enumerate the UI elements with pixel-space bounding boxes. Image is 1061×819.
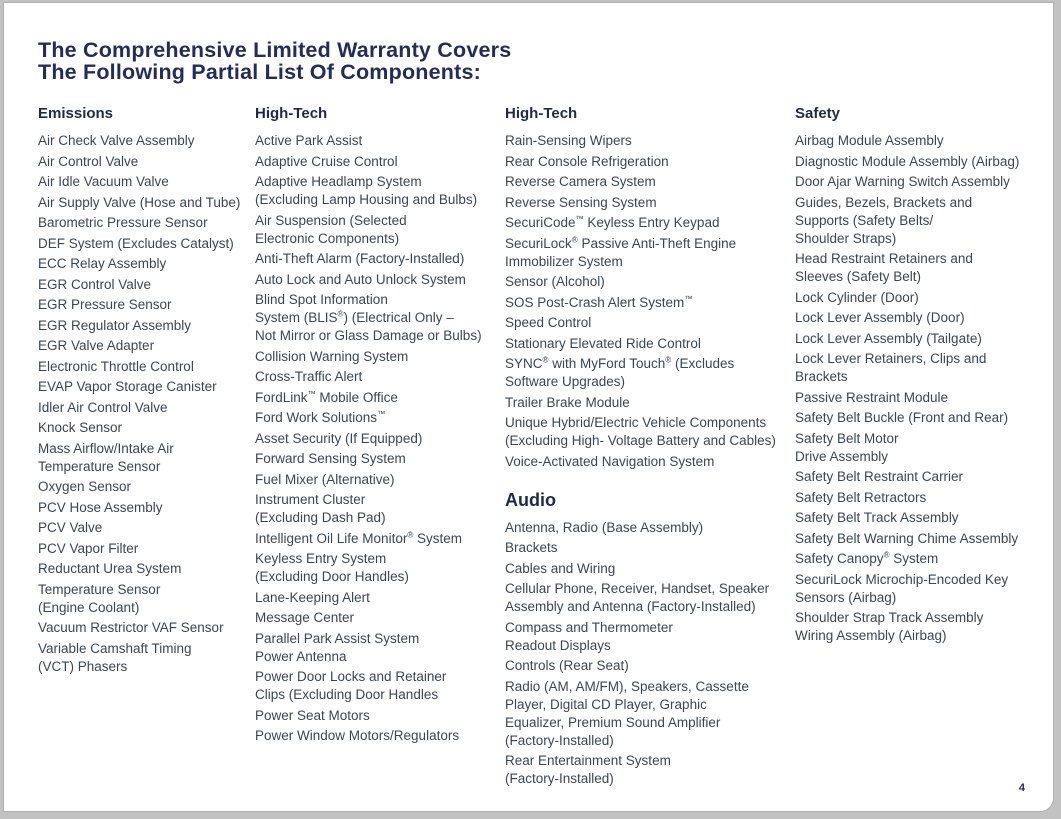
list-item-line: Assembly and Antenna (Factory-Installed) — [505, 599, 756, 614]
page-title-line-1: The Comprehensive Limited Warranty Covers — [38, 38, 512, 62]
list-item-line: SecuriCode™ Keyless Entry Keypad — [505, 214, 720, 230]
list-item-line: Sleeves (Safety Belt) — [795, 269, 922, 284]
list-item — [255, 530, 505, 548]
list-item — [255, 153, 505, 171]
list-item-line: Fuel Mixer (Alternative) — [255, 471, 395, 487]
list-item-line: Power Window Motors/Regulators — [255, 728, 460, 743]
list-item-line: Safety Belt Retractors — [795, 489, 927, 505]
list-item-line: Keyless Entry System — [255, 551, 387, 566]
list-item-line: Brackets — [505, 540, 558, 555]
list-item-line: Cables and Wiring — [505, 560, 616, 576]
list-item-line: PCV Vapor Filter — [38, 540, 139, 556]
list-item-line: Idler Air Control Valve — [38, 399, 168, 415]
list-item-line: Message Center — [255, 610, 355, 625]
section-heading: Emissions — [38, 105, 114, 122]
list-item-line: Temperature Sensor — [38, 581, 161, 597]
list-item-line: Anti-Theft Alarm (Factory-Installed) — [255, 251, 465, 266]
list-item-line: DEF System (Excludes Catalyst) — [38, 235, 234, 251]
list-item-line: Air Idle Vacuum Valve — [38, 174, 169, 189]
list-item — [505, 580, 795, 616]
list-item-line: Intelligent Oil Life Monitor® System — [255, 530, 463, 546]
list-item — [38, 540, 255, 558]
column-high-tech-2-audio — [505, 104, 795, 791]
list-item-line: Compass and Thermometer — [505, 619, 673, 635]
list-item-line: Electronic Components) — [255, 230, 400, 246]
list-item — [38, 317, 255, 335]
list-item-line: Parallel Park Assist System — [255, 630, 420, 646]
list-item-line: Trailer Brake Module — [505, 394, 630, 410]
list-item — [38, 560, 255, 578]
list-item — [255, 368, 505, 386]
list-item — [38, 255, 255, 273]
list-item-line: Shoulder Straps) — [795, 230, 897, 246]
list-item-line: Barometric Pressure Sensor — [38, 215, 208, 230]
list-item-line: (Engine Coolant) — [38, 599, 140, 615]
list-item — [795, 550, 1035, 568]
column-high-tech-1 — [255, 104, 505, 791]
list-item-line: Cross-Traffic Alert — [255, 369, 363, 384]
list-item — [795, 250, 1035, 286]
list-item-line: Door Ajar Warning Switch Assembly — [795, 174, 1010, 189]
list-item — [38, 519, 255, 537]
list-item-line: Adaptive Cruise Control — [255, 153, 398, 169]
list-item — [38, 640, 255, 676]
list-item-line: Not Mirror or Glass Damage or Bulbs) — [255, 328, 482, 343]
list-item-line: Mass Airflow/Intake Air — [38, 440, 174, 456]
list-item — [795, 609, 1035, 645]
list-item — [795, 530, 1035, 548]
list-item — [38, 296, 255, 314]
list-item-line: Power Door Locks and Retainer — [255, 669, 447, 684]
list-item-line: Clips (Excluding Door Handles — [255, 687, 439, 702]
list-item — [255, 250, 505, 268]
list-item-line: Stationary Elevated Ride Control — [505, 335, 701, 351]
list-item-line: EGR Pressure Sensor — [38, 297, 172, 312]
list-item — [255, 348, 505, 366]
list-item-line: EGR Valve Adapter — [38, 338, 155, 353]
list-item — [505, 519, 795, 537]
list-item — [38, 337, 255, 355]
list-item-line: Reductant Urea System — [38, 561, 182, 576]
list-item — [255, 491, 505, 527]
list-item-line: Software Upgrades) — [505, 374, 626, 389]
list-item-line: Electronic Throttle Control — [38, 358, 194, 374]
column-safety — [795, 104, 1035, 791]
page-title-line-2: The Following Partial List Of Components: — [38, 60, 481, 84]
list-item — [38, 581, 255, 617]
list-item-line: Active Park Assist — [255, 133, 363, 148]
list-item — [38, 499, 255, 517]
list-item — [38, 276, 255, 294]
list-item — [255, 471, 505, 489]
page-number: 4 — [1018, 782, 1025, 794]
list-item-line: Variable Camshaft Timing — [38, 640, 192, 656]
list-item — [795, 509, 1035, 527]
list-item — [255, 668, 505, 704]
list-item — [795, 194, 1035, 248]
list-item — [255, 271, 505, 289]
list-item — [795, 389, 1035, 407]
list-item-line: Sensors (Airbag) — [795, 589, 897, 605]
list-item-line: Immobilizer System — [505, 253, 623, 269]
list-item — [505, 194, 795, 212]
list-item — [505, 314, 795, 332]
list-item — [255, 389, 505, 407]
list-item-line: Passive Restraint Module — [795, 389, 949, 405]
list-item-line: Safety Canopy® System — [795, 550, 939, 566]
list-item — [255, 450, 505, 468]
list-item — [795, 430, 1035, 466]
list-item-line: (Excluding High- Voltage Battery and Cables) — [505, 433, 776, 448]
list-item — [505, 153, 795, 171]
section-heading: Safety — [795, 105, 841, 122]
list-item-line: Lock Lever Assembly (Door) — [795, 310, 965, 325]
list-item-line: Vacuum Restrictor VAF Sensor — [38, 620, 224, 635]
list-item-line: Ford Work Solutions™ — [255, 409, 386, 425]
list-item-line: Auto Lock and Auto Unlock System — [255, 271, 466, 287]
list-item — [505, 560, 795, 578]
list-item-line: Blind Spot Information — [255, 292, 388, 307]
list-item-line: EGR Regulator Assembly — [38, 317, 192, 333]
warranty-document-page — [3, 2, 1054, 812]
list-item — [255, 550, 505, 586]
list-item — [38, 399, 255, 417]
list-item-line: SecuriLock Microchip-Encoded Key — [795, 571, 1009, 587]
list-item — [38, 419, 255, 437]
list-item — [38, 132, 255, 150]
list-item — [38, 358, 255, 376]
list-item-line: Rear Console Refrigeration — [505, 153, 669, 169]
list-item-line: SecuriLock® Passive Anti-Theft Engine — [505, 235, 737, 251]
list-item-line: Reverse Sensing System — [505, 194, 657, 210]
list-item-line: Unique Hybrid/Electric Vehicle Components — [505, 415, 767, 430]
list-item-line: Reverse Camera System — [505, 174, 656, 189]
list-item-line: (VCT) Phasers — [38, 658, 128, 674]
list-item-line: Supports (Safety Belts/ — [795, 212, 934, 228]
list-item — [38, 235, 255, 253]
column-emissions — [38, 104, 255, 791]
list-item-line: Collision Warning System — [255, 348, 409, 364]
list-item-line: Safety Belt Restraint Carrier — [795, 469, 964, 484]
list-item-line: Lane-Keeping Alert — [255, 589, 370, 605]
list-item — [255, 173, 505, 209]
list-item-line: Safety Belt Motor — [795, 430, 899, 446]
page-title — [38, 39, 511, 83]
list-item-line: Radio (AM, AM/FM), Speakers, Cassette — [505, 678, 749, 694]
list-item — [255, 609, 505, 627]
list-item — [795, 289, 1035, 307]
list-item-line: Player, Digital CD Player, Graphic — [505, 696, 707, 712]
list-item — [38, 153, 255, 171]
list-item-line: Shoulder Strap Track Assembly — [795, 610, 984, 625]
list-item — [38, 440, 255, 476]
list-item — [255, 409, 505, 427]
list-item — [505, 273, 795, 291]
list-item — [505, 355, 795, 391]
list-item-line: System (BLIS®) (Electrical Only – — [255, 309, 454, 325]
list-item-line: Instrument Cluster — [255, 492, 366, 507]
list-item — [38, 478, 255, 496]
list-item-line: PCV Valve — [38, 520, 103, 535]
list-item-line: Rain-Sensing Wipers — [505, 133, 632, 148]
list-item — [795, 468, 1035, 486]
section-heading: High-Tech — [505, 105, 578, 122]
list-item — [255, 132, 505, 150]
list-item — [505, 657, 795, 675]
list-item-line: Sensor (Alcohol) — [505, 274, 605, 289]
list-item — [505, 752, 795, 788]
list-item — [505, 235, 795, 271]
list-item — [505, 678, 795, 750]
list-item-line: SYNC® with MyFord Touch® (Excludes — [505, 355, 735, 371]
list-item-line: Equalizer, Premium Sound Amplifier — [505, 714, 721, 730]
list-item-line: Safety Belt Track Assembly — [795, 510, 959, 525]
list-item-line: SOS Post-Crash Alert System™ — [505, 294, 693, 310]
list-item — [795, 309, 1035, 327]
list-item — [505, 539, 795, 557]
list-item-line: Air Check Valve Assembly — [38, 133, 195, 148]
list-item-line: Voice-Activated Navigation System — [505, 453, 715, 469]
list-item-line: Guides, Bezels, Brackets and — [795, 194, 973, 210]
list-item — [255, 291, 505, 345]
list-item — [505, 453, 795, 471]
list-item-line: Diagnostic Module Assembly (Airbag) — [795, 153, 1020, 169]
list-item-line: EVAP Vapor Storage Canister — [38, 379, 217, 394]
list-item — [505, 294, 795, 312]
list-item-line: (Excluding Lamp Housing and Bulbs) — [255, 192, 478, 207]
list-item — [505, 335, 795, 353]
list-item — [255, 630, 505, 666]
list-item — [795, 132, 1035, 150]
list-item — [255, 707, 505, 725]
list-item — [255, 589, 505, 607]
list-item — [795, 489, 1035, 507]
list-item — [505, 173, 795, 191]
list-item-line: FordLink™ Mobile Office — [255, 389, 398, 405]
list-item-line: Airbag Module Assembly — [795, 133, 944, 148]
list-item — [255, 727, 505, 745]
list-item-line: Forward Sensing System — [255, 451, 406, 466]
list-item-line: PCV Hose Assembly — [38, 499, 163, 515]
list-item — [505, 619, 795, 655]
list-item — [38, 214, 255, 232]
list-item — [795, 571, 1035, 607]
list-item-line: Temperature Sensor — [38, 458, 161, 474]
list-item-line: Asset Security (If Equipped) — [255, 430, 423, 446]
list-item-line: Knock Sensor — [38, 420, 123, 435]
list-item — [255, 212, 505, 248]
list-item-line: Oxygen Sensor — [38, 479, 132, 494]
list-item-line: Readout Displays — [505, 637, 611, 653]
list-item — [505, 214, 795, 232]
list-item-line: Cellular Phone, Receiver, Handset, Speaker — [505, 581, 770, 596]
list-item — [795, 153, 1035, 171]
list-item-line: Lock Lever Retainers, Clips and — [795, 351, 987, 366]
list-item — [38, 173, 255, 191]
list-item-line: Power Seat Motors — [255, 707, 370, 723]
list-item-line: Controls (Rear Seat) — [505, 658, 629, 673]
section-heading: Audio — [505, 489, 556, 510]
list-item-line: Brackets — [795, 369, 848, 384]
list-item-line: Wiring Assembly (Airbag) — [795, 628, 947, 643]
list-item — [505, 414, 795, 450]
list-item-line: ECC Relay Assembly — [38, 256, 167, 271]
list-item-line: Air Control Valve — [38, 153, 139, 169]
list-item-line: Air Supply Valve (Hose and Tube) — [38, 194, 241, 210]
list-item — [38, 619, 255, 637]
list-item-line: Lock Cylinder (Door) — [795, 289, 919, 305]
component-columns — [38, 104, 1033, 791]
list-item-line: (Factory-Installed) — [505, 771, 614, 786]
list-item-line: Power Antenna — [255, 648, 347, 664]
list-item-line: (Excluding Dash Pad) — [255, 510, 386, 525]
list-item — [38, 194, 255, 212]
list-item — [795, 330, 1035, 348]
list-item — [505, 394, 795, 412]
list-item — [505, 132, 795, 150]
list-item-line: (Factory-Installed) — [505, 732, 614, 748]
list-item-line: Air Suspension (Selected — [255, 212, 407, 228]
list-item — [255, 430, 505, 448]
list-item — [795, 409, 1035, 427]
list-item-line: (Excluding Door Handles) — [255, 569, 409, 584]
list-item-line: Antenna, Radio (Base Assembly) — [505, 519, 704, 535]
list-item — [795, 173, 1035, 191]
list-item-line: EGR Control Valve — [38, 276, 152, 292]
list-item-line: Head Restraint Retainers and — [795, 251, 973, 266]
list-item-line: Safety Belt Buckle (Front and Rear) — [795, 410, 1009, 425]
list-item-line: Safety Belt Warning Chime Assembly — [795, 530, 1019, 546]
list-item — [795, 350, 1035, 386]
list-item — [38, 378, 255, 396]
section-heading: High-Tech — [255, 105, 328, 122]
list-item-line: Lock Lever Assembly (Tailgate) — [795, 330, 982, 346]
list-item-line: Drive Assembly — [795, 448, 889, 464]
list-item-line: Adaptive Headlamp System — [255, 174, 422, 189]
list-item-line: Speed Control — [505, 315, 592, 330]
list-item-line: Rear Entertainment System — [505, 753, 671, 768]
